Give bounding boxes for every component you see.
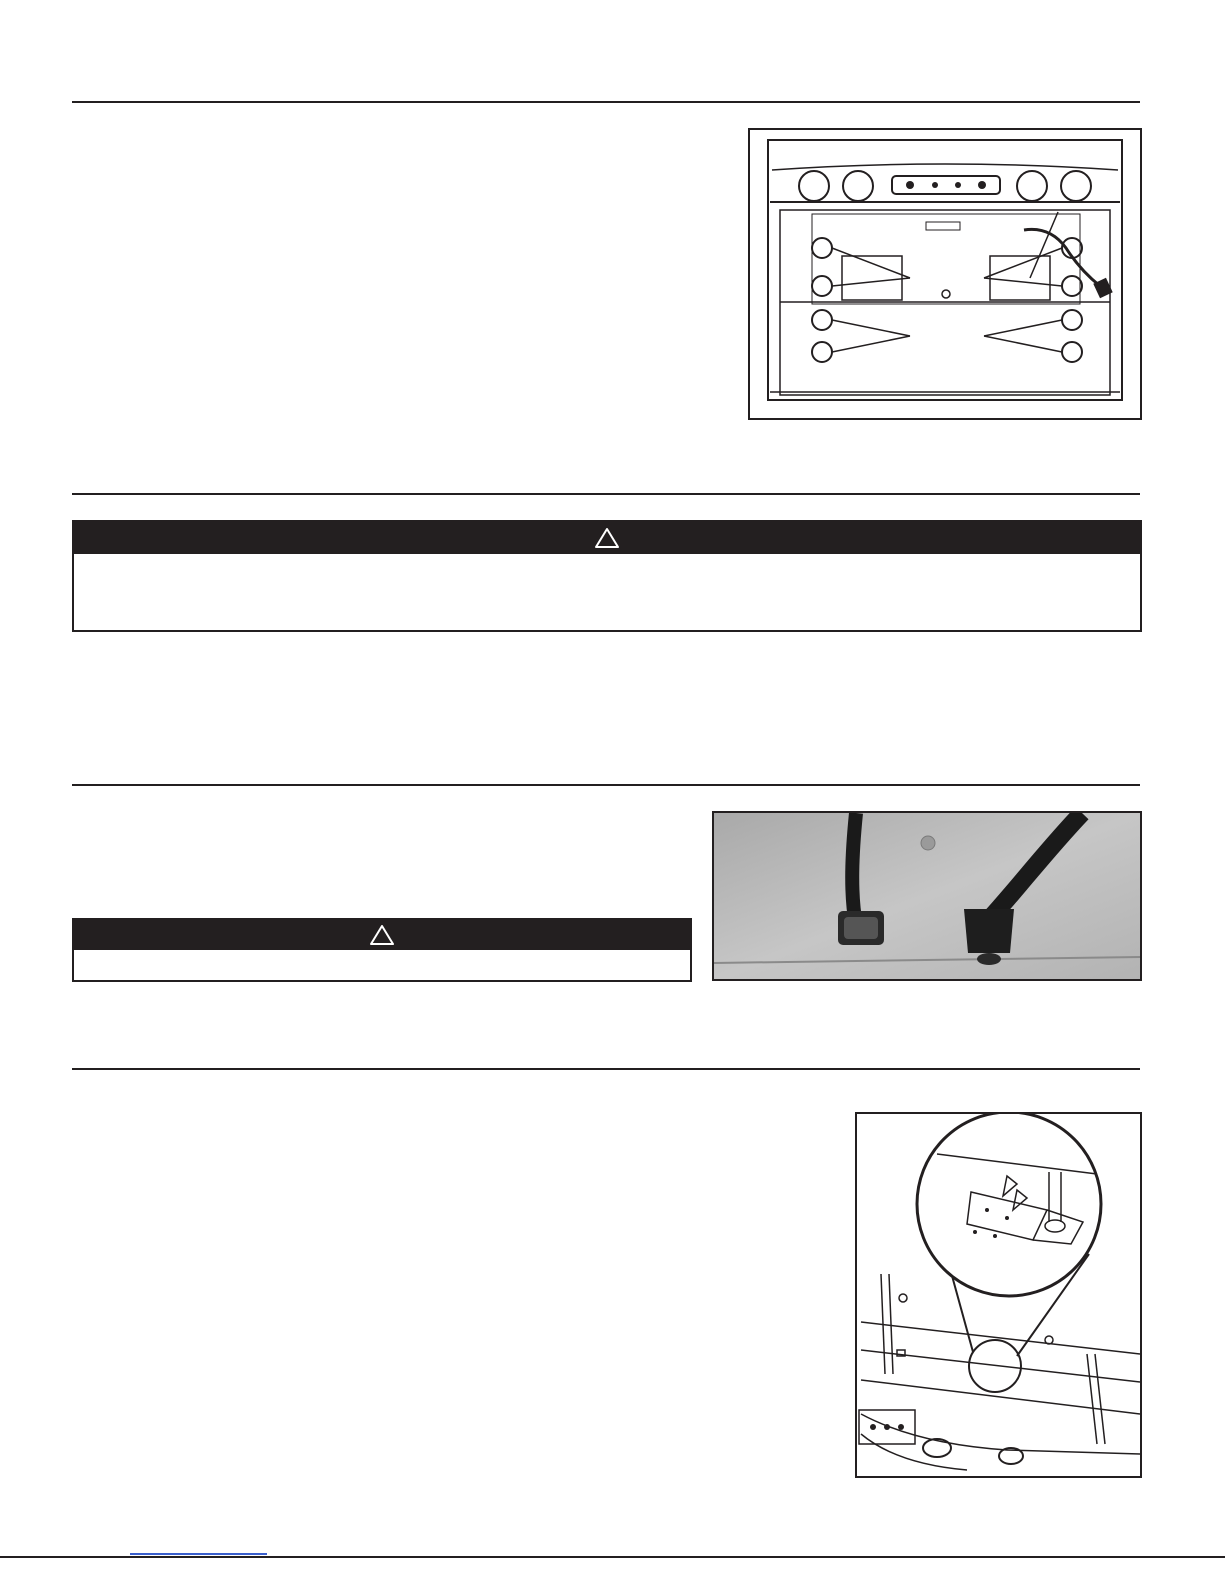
warning-box-2 bbox=[72, 918, 692, 982]
power-cord-photo bbox=[712, 811, 1142, 981]
warning-header-bar bbox=[74, 522, 1140, 554]
section-rule-2 bbox=[72, 493, 1140, 495]
alert-triangle-icon bbox=[369, 924, 395, 946]
footer-link-underline[interactable] bbox=[130, 1553, 267, 1555]
bracket-detail-drawing bbox=[857, 1114, 1140, 1476]
warning-header-bar bbox=[74, 920, 690, 950]
hood-underside-drawing bbox=[750, 130, 1140, 418]
hood-underside-figure bbox=[748, 128, 1142, 420]
section-rule-1 bbox=[72, 101, 1140, 103]
power-cord-drawing bbox=[714, 813, 1140, 979]
alert-triangle-icon bbox=[594, 527, 620, 549]
bracket-detail-figure bbox=[855, 1112, 1142, 1478]
section-rule-4 bbox=[72, 1068, 1140, 1070]
footer-rule bbox=[0, 1556, 1225, 1558]
section-rule-3 bbox=[72, 784, 1140, 786]
warning-box-1 bbox=[72, 520, 1142, 632]
